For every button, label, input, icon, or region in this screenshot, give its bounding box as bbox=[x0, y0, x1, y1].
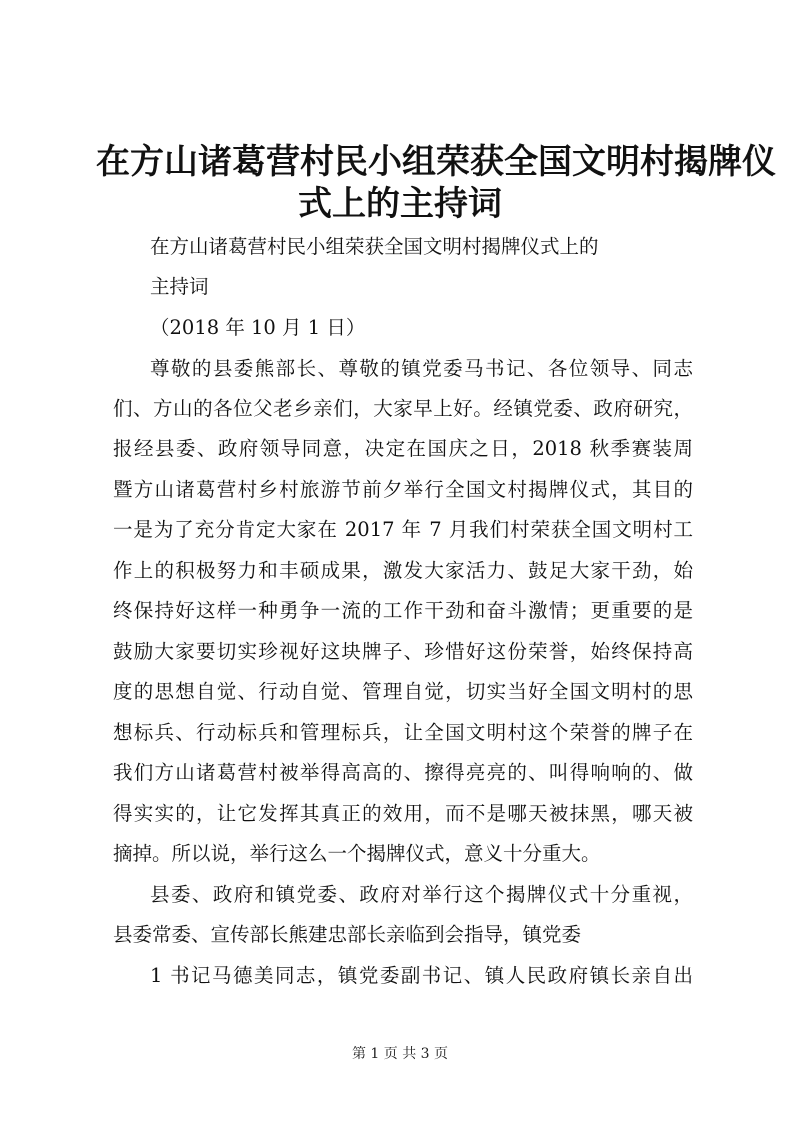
paragraph-1-line-8: 鼓励大家要切实珍视好这块牌子、珍惜好这份荣誉，始终保持高 bbox=[113, 640, 693, 663]
paragraph-1-line-4: 暨方山诸葛营村乡村旅游节前夕举行全国文村揭牌仪式，其目的 bbox=[113, 478, 693, 501]
paragraph-1-line-2: 们、方山的各位父老乡亲们，大家早上好。经镇党委、政府研究， bbox=[113, 397, 693, 420]
paragraph-1-line-9: 度的思想自觉、行动自觉、管理自觉，切实当好全国文明村的思 bbox=[113, 680, 693, 703]
paragraph-1-line-10: 想标兵、行动标兵和管理标兵，让全国文明村这个荣誉的牌子在 bbox=[113, 721, 693, 744]
paragraph-3-line-1: 1 书记马德美同志，镇党委副书记、镇人民政府镇长亲自出 bbox=[150, 964, 693, 987]
paragraph-1-line-11: 我们方山诸葛营村被举得高高的、擦得亮亮的、叫得响响的、做 bbox=[113, 761, 693, 784]
paragraph-1-line-5: 一是为了充分肯定大家在 2017 年 7 月我们村荣获全国文明村工 bbox=[113, 518, 693, 541]
paragraph-1-line-1: 尊敬的县委熊部长、尊敬的镇党委马书记、各位领导、同志 bbox=[150, 357, 693, 380]
subtitle-line-2: 主持词 bbox=[150, 275, 209, 298]
document-title-line-1: 在方山诸葛营村民小组荣获全国文明村揭牌仪 bbox=[96, 142, 776, 182]
paragraph-1-line-6: 作上的积极努力和丰硕成果，激发大家活力、鼓足大家干劲，始 bbox=[113, 559, 693, 582]
subtitle-line-1: 在方山诸葛营村民小组荣获全国文明村揭牌仪式上的 bbox=[150, 235, 599, 258]
paragraph-2-line-1: 县委、政府和镇党委、政府对举行这个揭牌仪式十分重视， bbox=[150, 883, 693, 906]
page-number-footer: 第 1 页 共 3 页 bbox=[351, 1046, 449, 1062]
paragraph-1-line-12: 得实实的，让它发挥其真正的效用，而不是哪天被抹黑，哪天被 bbox=[113, 802, 693, 825]
date-line: （2018 年 10 月 1 日） bbox=[150, 316, 366, 339]
paragraph-2-line-2: 县委常委、宣传部长熊建忠部长亲临到会指导，镇党委 bbox=[113, 923, 582, 946]
paragraph-1-line-3: 报经县委、政府领导同意，决定在国庆之日，2018 秋季赛装周 bbox=[113, 437, 693, 460]
paragraph-1-line-13: 摘掉。所以说，举行这么一个揭牌仪式，意义十分重大。 bbox=[113, 842, 601, 865]
paragraph-1-line-7: 终保持好这样一种勇争一流的工作干劲和奋斗激情；更重要的是 bbox=[113, 599, 693, 622]
document-title-line-2: 式上的主持词 bbox=[298, 184, 502, 224]
